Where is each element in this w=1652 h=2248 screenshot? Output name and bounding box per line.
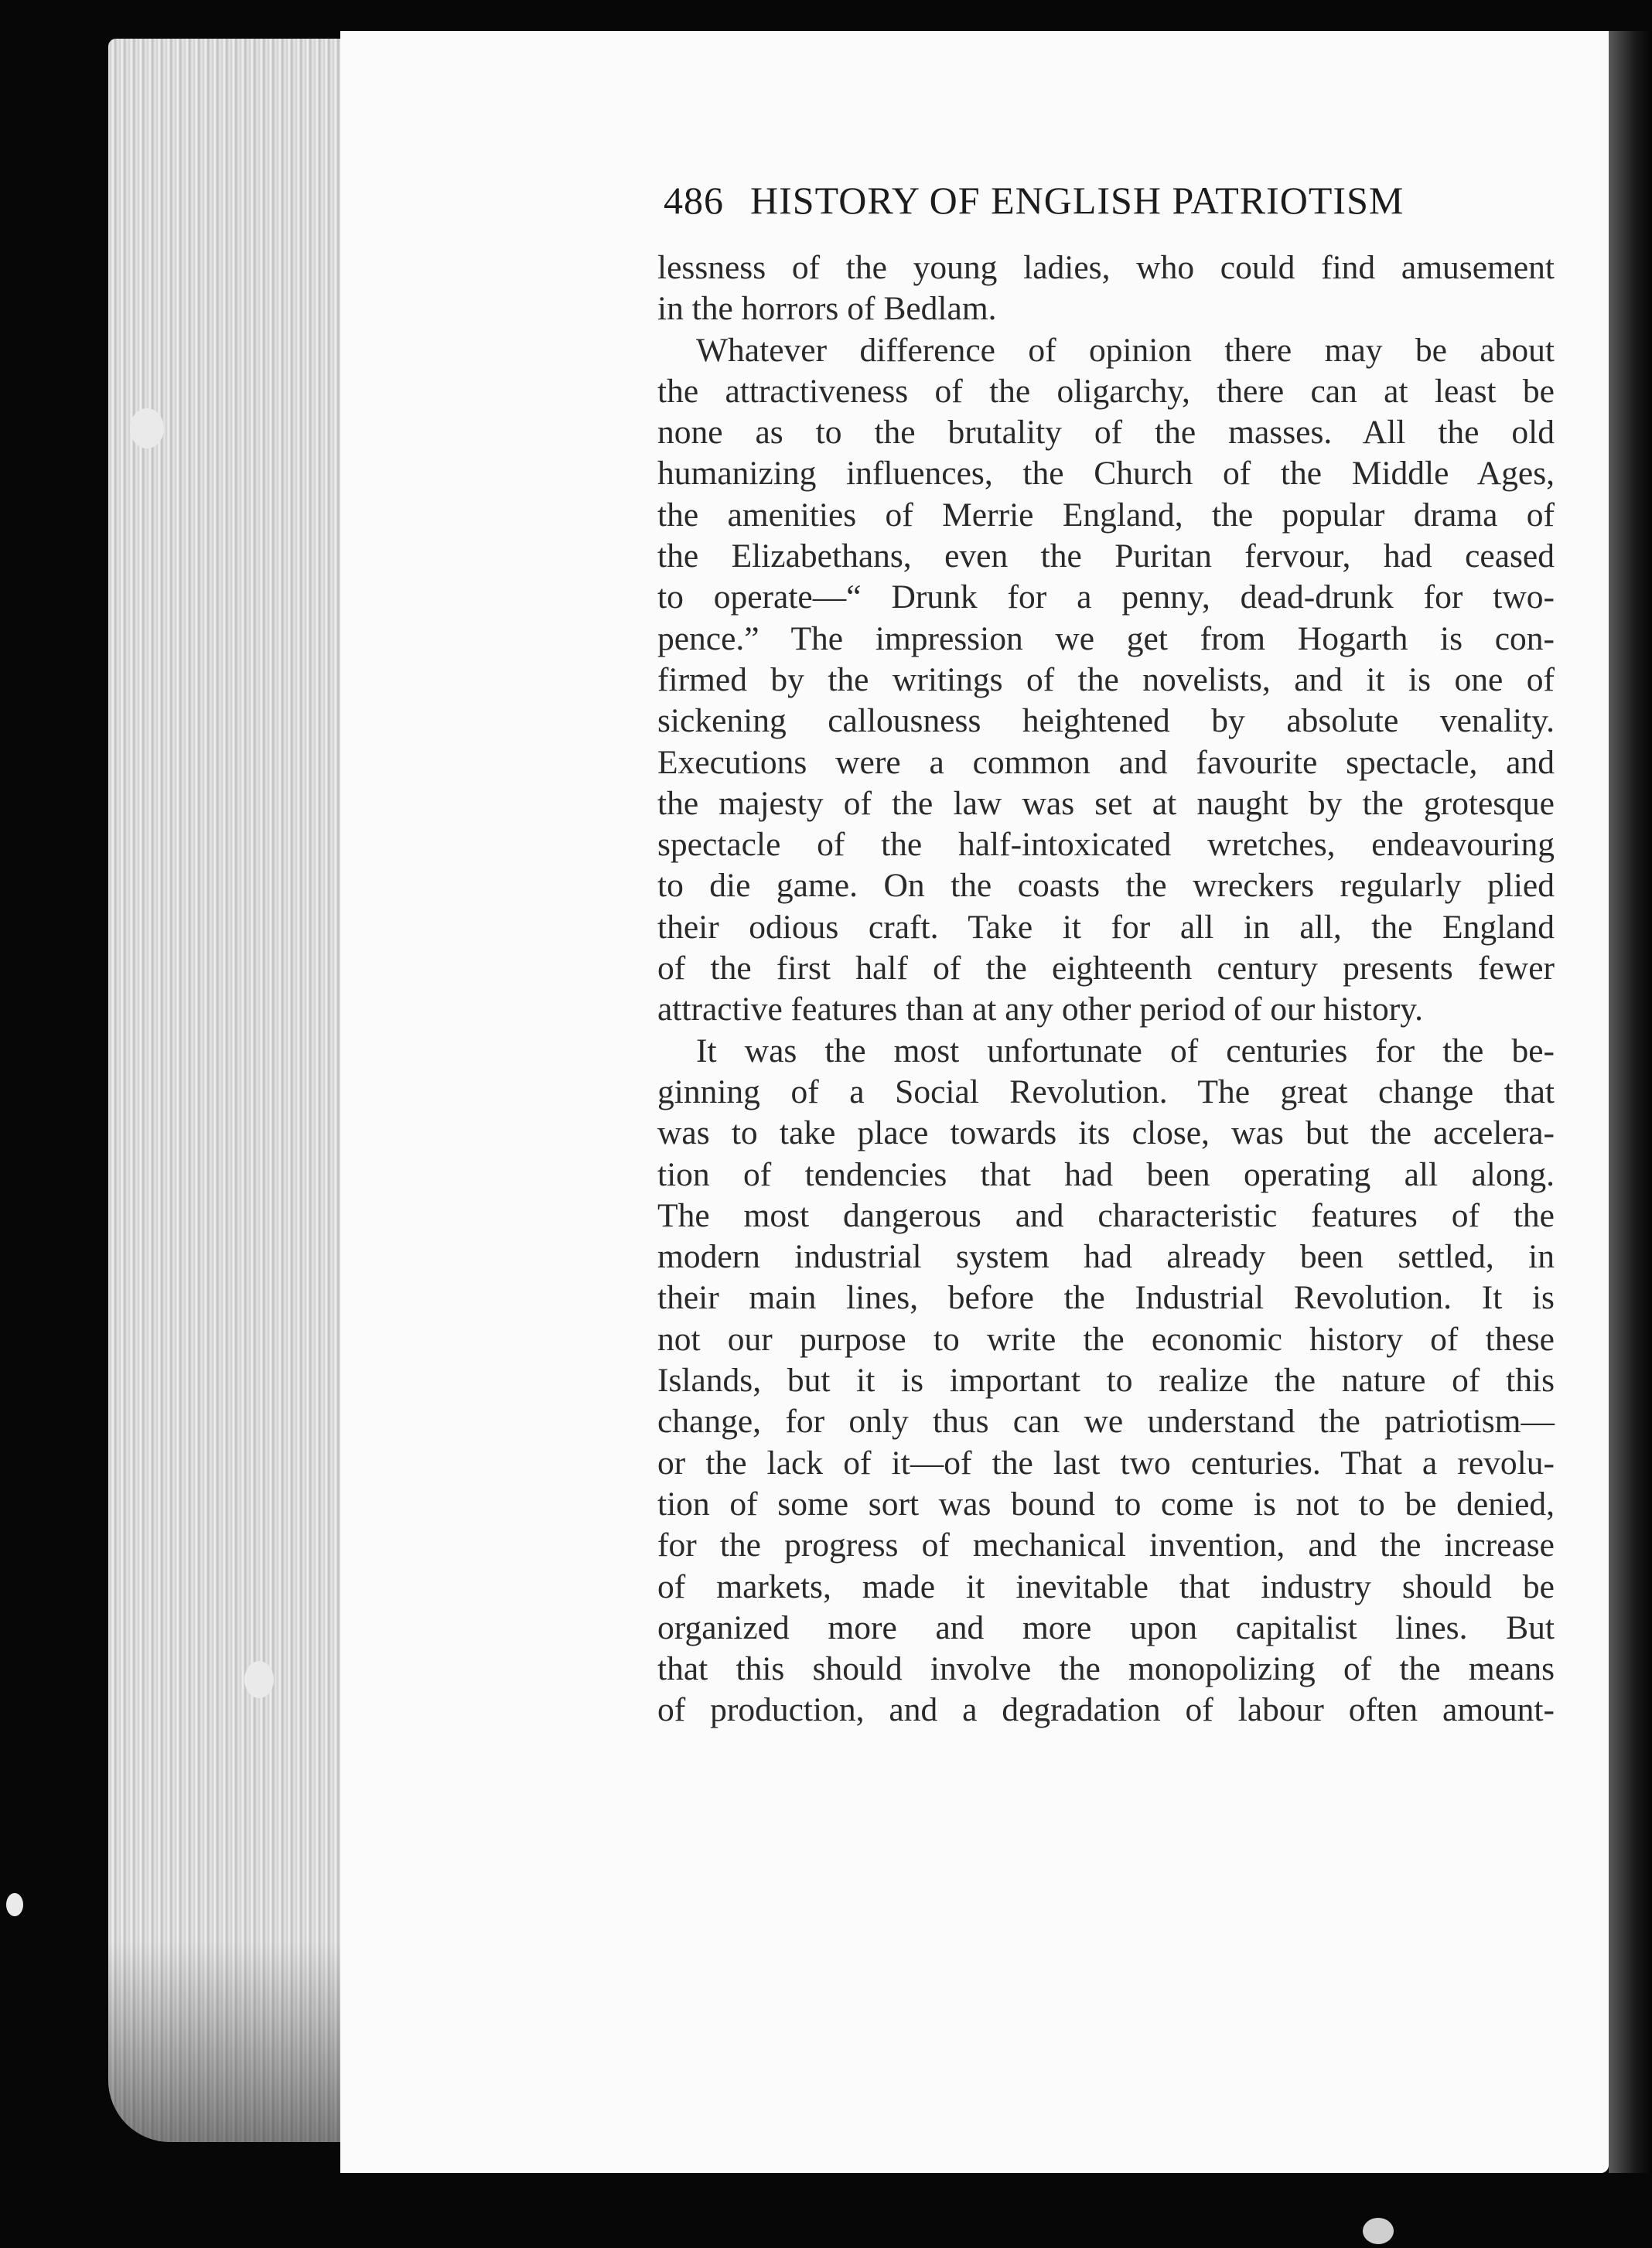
text-line: ginning of a Social Revolution. The great change that: [657, 1073, 1555, 1110]
text-line: to operate—“ Drunk for a penny, dead-drunk for two-: [657, 578, 1555, 616]
text-line: change, for only thus can we understand the patriotism—: [657, 1403, 1555, 1441]
dust-speck: [244, 1661, 274, 1698]
dust-speck: [6, 1893, 23, 1916]
text-line: was to take place towards its close, was but the accelera-: [657, 1114, 1555, 1152]
text-line: sickening callousness heightened by absolute venality.: [657, 702, 1555, 740]
dust-speck: [130, 408, 164, 449]
text-line: tion of tendencies that had been operating all along.: [657, 1155, 1555, 1193]
text-line: the attractiveness of the oligarchy, there can at least be: [657, 372, 1555, 410]
text-line: organized more and more upon capitalist lines. But: [657, 1608, 1555, 1646]
text-line: attractive features than at any other period of our history.: [657, 991, 1424, 1028]
text-line: their main lines, before the Industrial Revolution. It is: [657, 1279, 1555, 1317]
text-line: of markets, made it inevitable that industry should be: [657, 1567, 1555, 1605]
text-line: Islands, but it is important to realize the nature of this: [657, 1362, 1555, 1400]
text-line: to die game. On the coasts the wreckers regularly plied: [657, 867, 1555, 905]
body-text: [657, 247, 1555, 1731]
text-line: pence.” The impression we get from Hogarth is con-: [657, 619, 1555, 657]
text-line: modern industrial system had already been settled, in: [657, 1238, 1555, 1276]
text-line: none as to the brutality of the masses. All the old: [657, 414, 1555, 452]
text-line: that this should involve the monopolizing of the means: [657, 1650, 1555, 1688]
text-line: the amenities of Merrie England, the popular drama of: [657, 496, 1555, 534]
book-page-edges: [108, 39, 348, 2142]
text-line: firmed by the writings of the novelists, and it is one of: [657, 660, 1555, 698]
text-line: The most dangerous and characteristic features of the: [657, 1196, 1555, 1234]
text-line: tion of some sort was bound to come is not to be denied,: [657, 1485, 1555, 1523]
dust-speck: [1363, 2218, 1394, 2244]
text-line: in the horrors of Bedlam.: [657, 290, 997, 328]
text-line: not our purpose to write the economic history of these: [657, 1320, 1555, 1358]
running-head: [664, 178, 1468, 223]
running-title: HISTORY OF ENGLISH PATRIOTISM: [750, 179, 1405, 222]
text-line: for the progress of mechanical invention, and the increase: [657, 1527, 1555, 1564]
gutter-shadow: [1609, 31, 1652, 2173]
text-line: humanizing influences, the Church of the Middle Ages,: [657, 455, 1555, 493]
text-line: It was the most unfortunate of centuries for the be-: [696, 1032, 1555, 1069]
text-line: spectacle of the half-intoxicated wretches, endeavouring: [657, 826, 1555, 864]
text-line: Executions were a common and favourite spectacle, and: [657, 743, 1555, 781]
text-line: Whatever difference of opinion there may be about: [696, 331, 1555, 369]
text-line: of production, and a degradation of labour often amount-: [657, 1691, 1555, 1729]
text-line: the majesty of the law was set at naught by the grotesque: [657, 784, 1555, 822]
text-line: or the lack of it—of the last two centuries. That a revolu-: [657, 1444, 1555, 1482]
text-line: the Elizabethans, even the Puritan fervour, had ceased: [657, 537, 1555, 575]
text-line: their odious craft. Take it for all in all, the England: [657, 908, 1555, 946]
text-line: of the first half of the eighteenth century presents fewer: [657, 950, 1555, 988]
text-line: lessness of the young ladies, who could find amusement: [657, 249, 1555, 286]
page-number: 486: [664, 179, 724, 222]
